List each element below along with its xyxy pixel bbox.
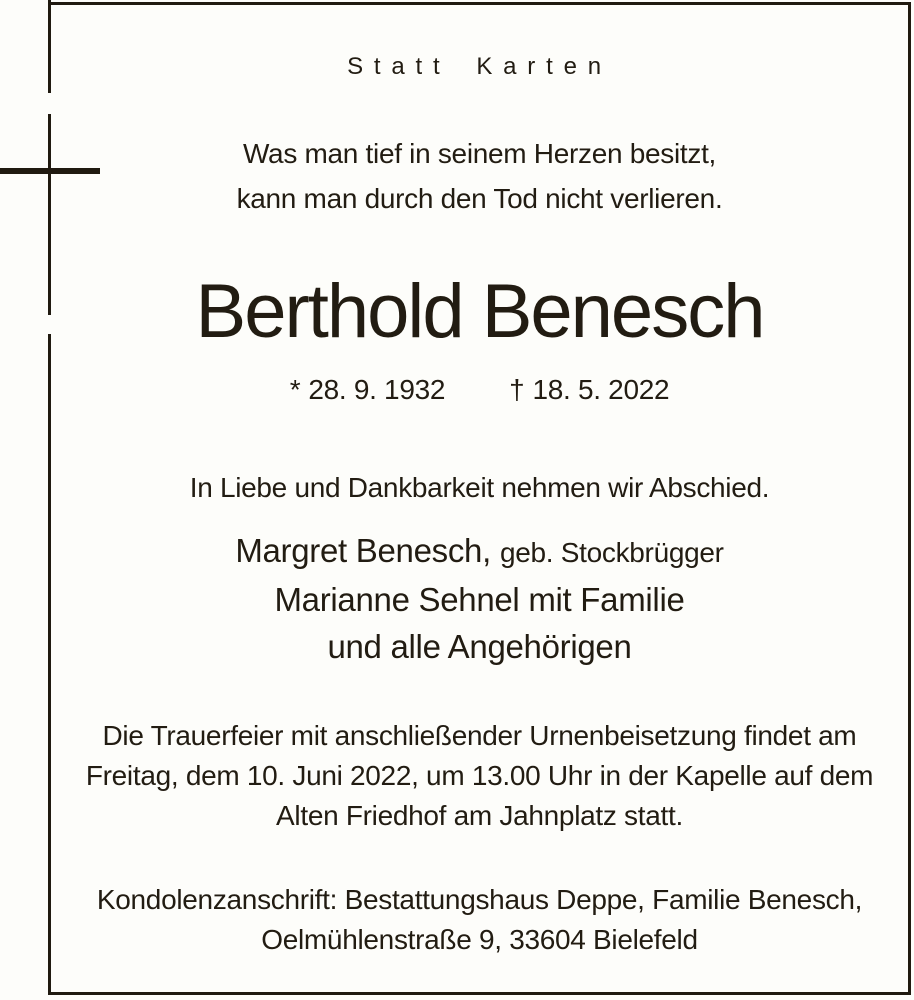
mourner-line-1 xyxy=(48,527,911,576)
death-date-value: 18. 5. 2022 xyxy=(532,374,670,405)
mourner-maiden-name: geb. Stockbrügger xyxy=(499,537,724,568)
epitaph-quote-line1: Was man tief in seinem Herzen besitzt, xyxy=(242,138,717,169)
frame-bottom-border xyxy=(48,992,911,995)
death-date xyxy=(509,374,669,406)
service-details xyxy=(48,716,911,836)
deceased-name: Berthold Benesch xyxy=(195,269,764,354)
birth-date xyxy=(290,374,445,406)
mourner-name-margret: Margret Benesch, xyxy=(235,532,491,569)
farewell-line: In Liebe und Dankbarkeit nehmen wir Abschied. xyxy=(189,472,770,503)
life-dates xyxy=(48,374,911,406)
condolence-line-2: Oelmühlenstraße 9, 33604 Bielefeld xyxy=(261,924,698,955)
birth-star-icon: * xyxy=(289,374,301,405)
service-line-3: Alten Friedhof am Jahnplatz statt. xyxy=(276,800,683,831)
service-line-1: Die Trauerfeier mit anschließender Urnenbeisetzung findet am xyxy=(102,720,857,751)
frame-top-border xyxy=(48,2,911,5)
mourner-line-3: und alle Angehörigen xyxy=(327,628,632,665)
death-dagger-icon: † xyxy=(509,374,525,405)
condolence-line-1: Kondolenzanschrift: Bestattungshaus Deppe, Familie Benesch, xyxy=(96,884,863,915)
mourners-list xyxy=(48,527,911,670)
mourner-line-2: Marianne Sehnel mit Familie xyxy=(274,581,685,618)
epitaph-quote-line2: kann man durch den Tod nicht verlieren. xyxy=(236,183,723,214)
statt-karten-heading: Statt Karten xyxy=(347,53,612,80)
epitaph-quote xyxy=(48,131,911,221)
birth-date-value: 28. 9. 1932 xyxy=(308,374,446,405)
service-line-2: Freitag, dem 10. Juni 2022, um 13.00 Uhr in der Kapelle auf dem xyxy=(85,760,874,791)
condolence-address xyxy=(48,880,911,960)
